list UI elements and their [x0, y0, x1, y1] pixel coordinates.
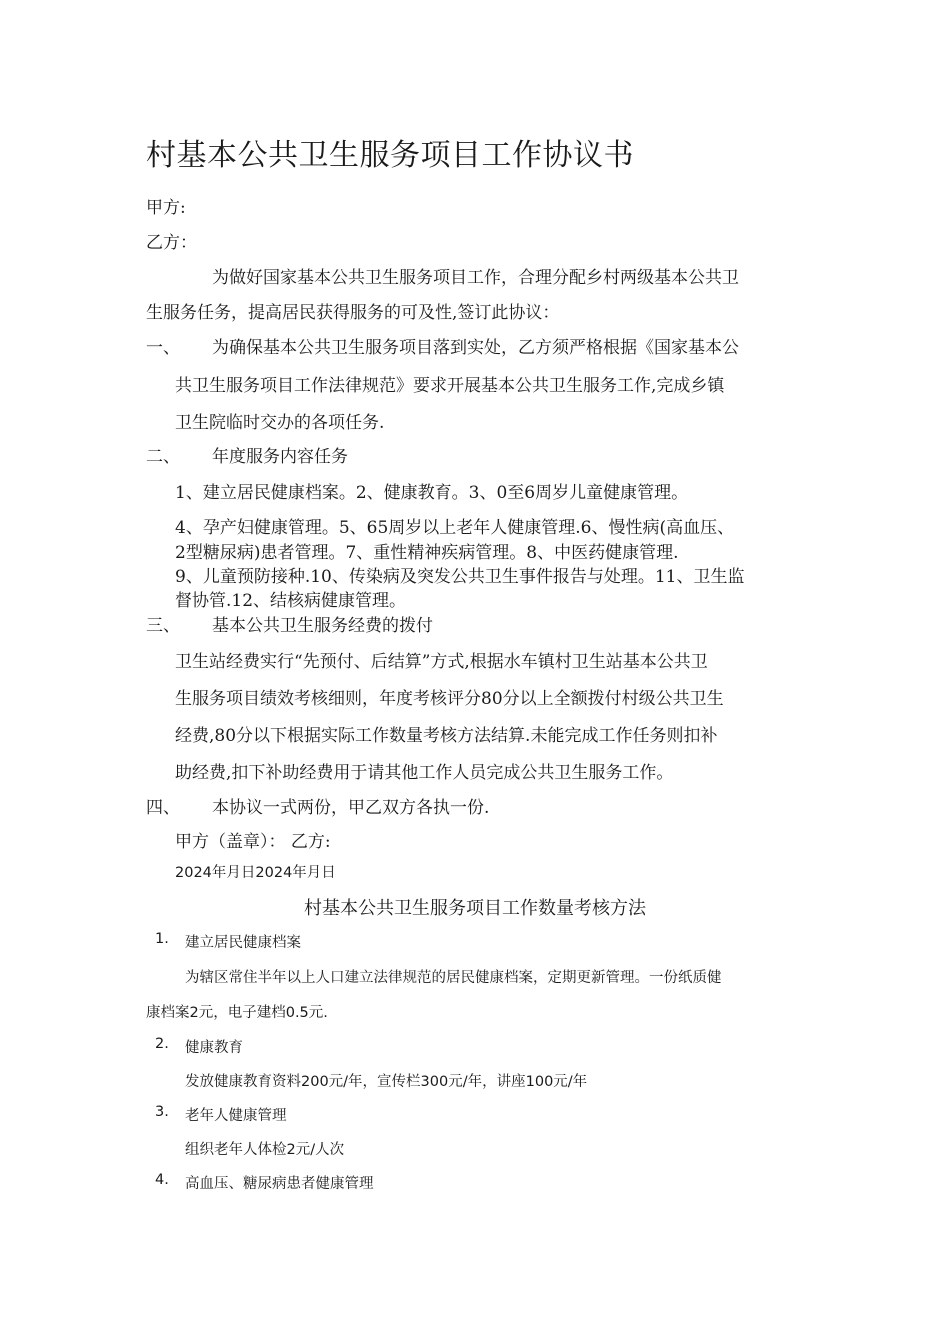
section-line: 2型糖尿病)患者管理。7、重性精神疾病管理。8、中医药健康管理. [175, 543, 679, 563]
section-line: 共卫生服务项目工作法律规范》要求开展基本公共卫生服务工作,完成乡镇 [175, 376, 725, 396]
party-b-label: 乙方： [146, 233, 197, 253]
section-line: 9、儿童预防接种.10、传染病及突发公共卫生事件报告与处理。11、卫生监 [175, 567, 745, 587]
intro-line: 为做好国家基本公共卫生服务项目工作，合理分配乡村两级基本公共卫 [212, 268, 739, 288]
section-line: 卫生站经费实行“先预付、后结算”方式,根据水车镇村卫生站基本公共卫 [175, 652, 708, 672]
section-line: 为确保基本公共卫生服务项目落到实处，乙方须严格根据《国家基本公 [212, 338, 739, 358]
document-title: 村基本公共卫生服务项目工作协议书 [146, 138, 634, 173]
section-number: 一、 [146, 338, 180, 358]
section-number: 四、 [146, 798, 180, 818]
section-line: 卫生院临时交办的各项任务. [175, 413, 385, 433]
method-title: 村基本公共卫生服务项目工作数量考核方法 [304, 898, 646, 919]
method-item-number: 3. [155, 1104, 169, 1120]
method-item-label: 高血压、糖尿病患者健康管理 [185, 1176, 374, 1192]
method-item-number: 2. [155, 1036, 169, 1052]
section-line: 督协管.12、结核病健康管理。 [175, 591, 407, 611]
signature-line: 甲方（盖章）： 乙方: [175, 832, 331, 852]
method-item-line: 为辖区常住半年以上人口建立法律规范的居民健康档案，定期更新管理。一份纸质健 [185, 970, 722, 986]
method-item-label: 建立居民健康档案 [185, 935, 301, 951]
section-line: 1、建立居民健康档案。2、健康教育。3、0至6周岁儿童健康管理。 [175, 483, 689, 503]
section-line: 经费,80分以下根据实际工作数量考核方法结算.未能完成工作任务则扣补 [175, 726, 718, 746]
section-heading: 本协议一式两份，甲乙双方各执一份. [212, 798, 490, 818]
method-item-line: 康档案2元，电子建档0.5元. [146, 1005, 328, 1021]
date-line: 2024年月日2024年月日 [175, 865, 336, 881]
party-a-label: 甲方: [146, 198, 186, 218]
intro-line: 生服务任务，提高居民获得服务的可及性,签订此协议： [146, 303, 560, 323]
method-item-line: 发放健康教育资料200元/年，宣传栏300元/年，讲座100元/年 [185, 1074, 588, 1090]
method-item-number: 1. [155, 931, 169, 947]
section-line: 生服务项目绩效考核细则，年度考核评分80分以上全额拨付村级公共卫生 [175, 689, 724, 709]
section-heading: 年度服务内容任务 [212, 447, 348, 467]
method-item-number: 4. [155, 1172, 169, 1188]
section-number: 二、 [146, 447, 180, 467]
section-heading: 基本公共卫生服务经费的拨付 [212, 616, 433, 636]
section-line: 助经费,扣下补助经费用于请其他工作人员完成公共卫生服务工作。 [175, 763, 674, 783]
method-item-label: 老年人健康管理 [185, 1108, 287, 1124]
section-line: 4、孕产妇健康管理。5、65周岁以上老年人健康管理.6、慢性病(高血压、 [175, 518, 735, 538]
method-item-label: 健康教育 [185, 1040, 243, 1056]
method-item-line: 组织老年人体检2元/人次 [185, 1142, 345, 1158]
section-number: 三、 [146, 616, 180, 636]
